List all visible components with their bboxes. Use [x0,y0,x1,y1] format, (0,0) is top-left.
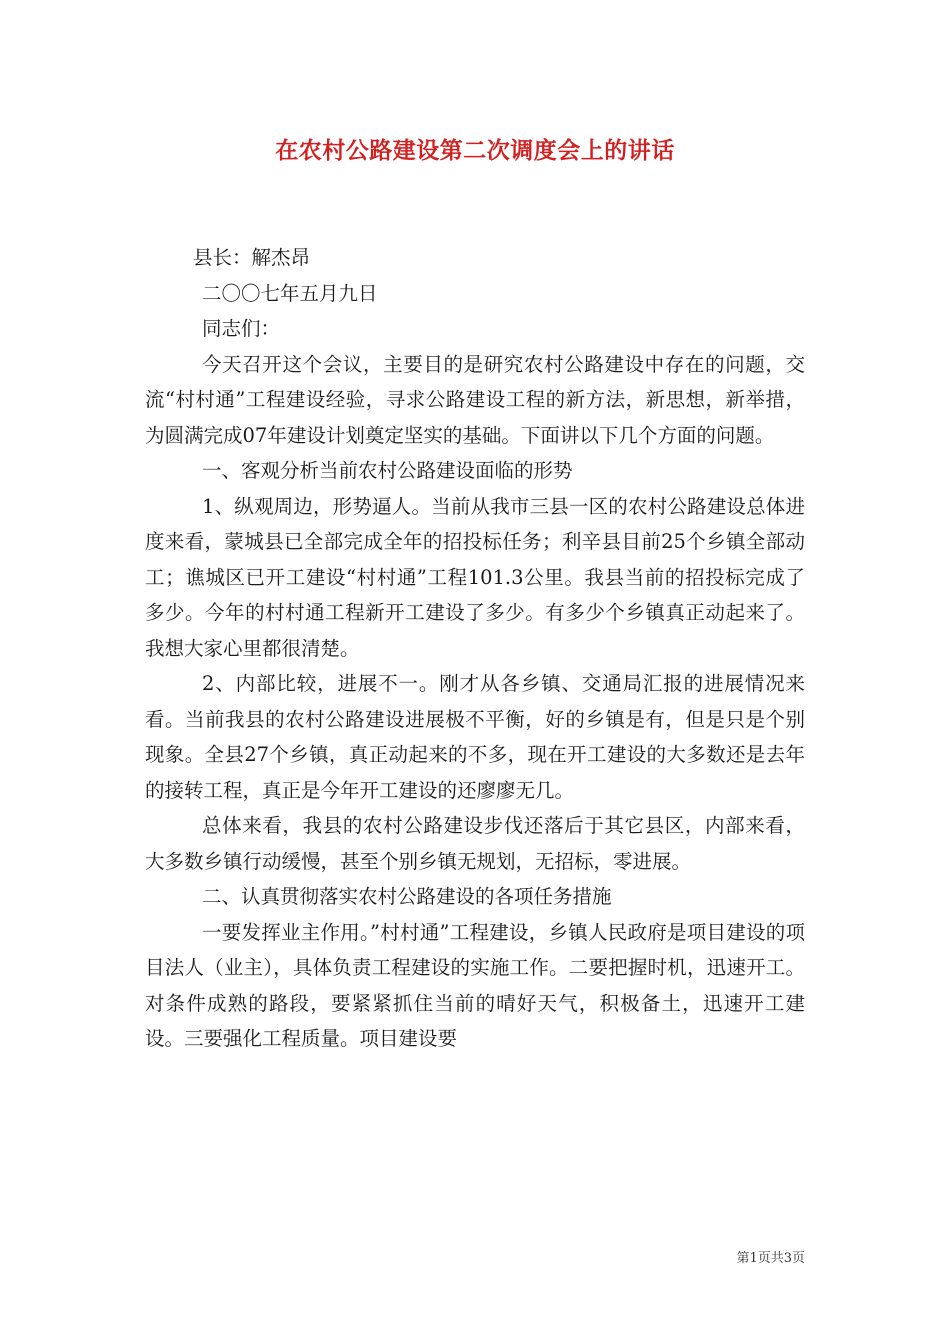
paragraph: 2、内部比较，进展不一。刚才从各乡镇、交通局汇报的进展情况来看。当前我县的农村公路建设进展极不平衡，好的乡镇是有，但是只是个别现象。全县27个乡镇，真正动起来的不多，现在开工建设的大多数还是去年的接转工程，真正是今年开工建设的还廖廖无几。 [145,672,805,802]
paragraph: 1、纵观周边，形势逼人。当前从我市三县一区的农村公路建设总体进度来看，蒙城县已全部完成全年的招投标任务；利辛县目前25个乡镇全部动工；谯城区已开工建设“村村通”工程101.3公里。我县当前的招投标完成了多少。今年的村村通工程新开工建设了多少。有多少个乡镇真正动起来了。我想大家心里都很清楚。 [145,494,805,660]
section-heading: 一、客观分析当前农村公路建设面临的形势 [202,459,573,482]
paragraph: 总体来看，我县的农村公路建设步伐还落后于其它县区，内部来看，大多数乡镇行动缓慢，甚至个别乡镇无规划，无招标，零进展。 [145,814,805,873]
page-number: 第1页共3页 [736,1251,805,1266]
greeting-line: 同志们： [202,317,281,340]
speaker-line: 县长：解杰昂 [193,246,311,269]
paragraph: 今天召开这个会议，主要目的是研究农村公路建设中存在的问题，交流“村村通”工程建设经验，寻求公路建设工程的新方法，新思想，新举措，为圆满完成07年建设计划奠定坚实的基础。下面讲以下几个方面的问题。 [145,352,805,447]
section-heading: 二、认真贯彻落实农村公路建设的各项任务措施 [202,885,612,908]
date-line: 二〇〇七年五月九日 [202,281,378,305]
document-body [145,240,805,1057]
document-title: 在农村公路建设第二次调度会上的讲话 [275,137,675,164]
paragraph: 一要发挥业主作用。”村村通”工程建设，乡镇人民政府是项目建设的项目法人（业主），具体负责工程建设的实施工作。二要把握时机，迅速开工。对条件成熟的路段，要紧紧抓住当前的晴好天气，积极备土，迅速开工建设。三要强化工程质量。项目建设要 [145,920,805,1050]
